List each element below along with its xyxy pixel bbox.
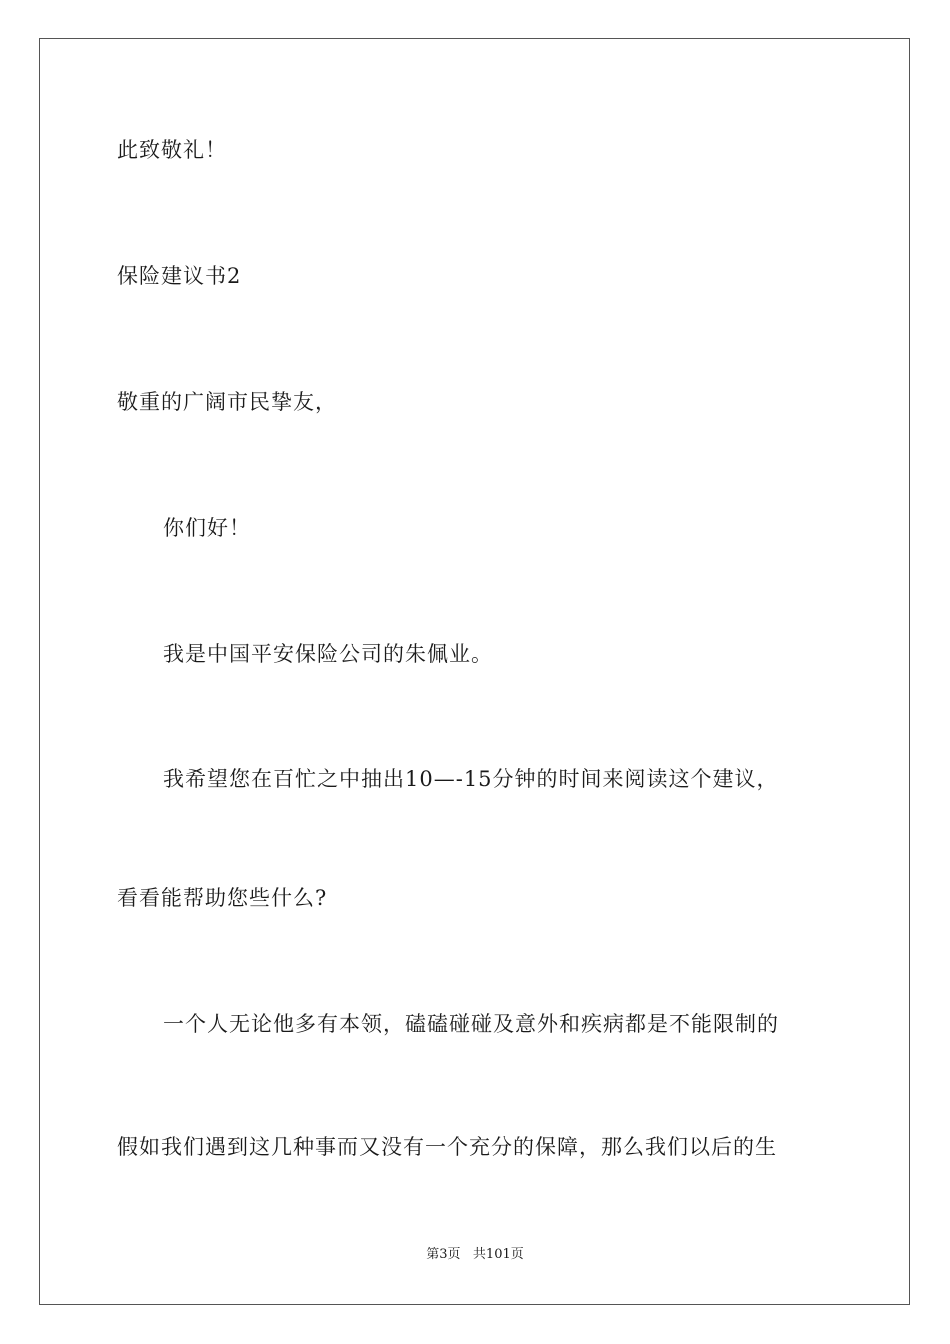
- paragraph-line: 一个人无论他多有本领，磕磕碰碰及意外和疾病都是不能限制的: [163, 1012, 779, 1036]
- closing-salutation: 此致敬礼！: [117, 138, 227, 162]
- page-number-footer: 第3页 共101页: [426, 1247, 524, 1262]
- page-border: [39, 38, 910, 1305]
- paragraph-line: 你们好！: [163, 516, 251, 540]
- paragraph-line: 我是中国平安保险公司的朱佩业。: [163, 642, 493, 666]
- paragraph-line: 我希望您在百忙之中抽出10—-15分钟的时间来阅读这个建议，: [163, 767, 779, 791]
- paragraph-line: 看看能帮助您些什么?: [117, 886, 328, 910]
- section-heading: 保险建议书2: [117, 264, 242, 288]
- greeting-line: 敬重的广阔市民挚友，: [117, 390, 337, 414]
- paragraph-line: 假如我们遇到这几种事而又没有一个充分的保障，那么我们以后的生: [117, 1135, 777, 1159]
